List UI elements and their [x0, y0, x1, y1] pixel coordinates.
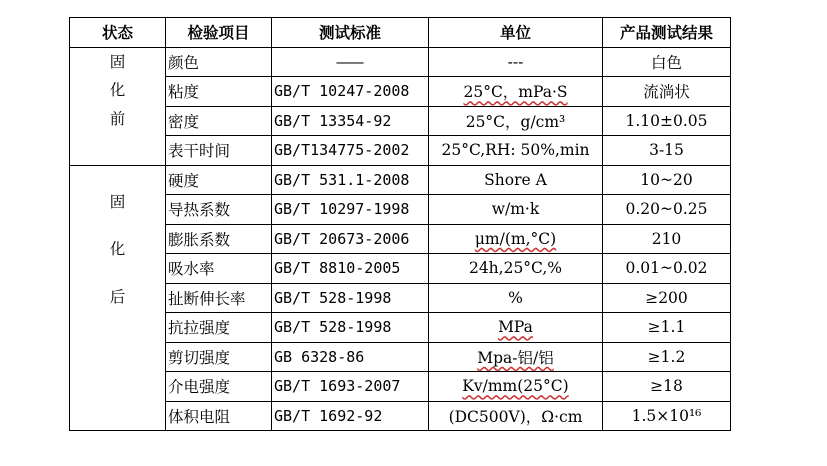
result-cell: 210: [603, 224, 731, 254]
result-cell: 1.10±0.05: [603, 106, 731, 136]
unit-cell: 25°C，g/cm³: [429, 106, 603, 136]
result-cell: 10~20: [603, 165, 731, 195]
item-cell: 体积电阻: [166, 401, 272, 431]
result-cell: 0.01~0.02: [603, 254, 731, 284]
unit-text: Mpa-铝/铝: [477, 348, 554, 367]
state-char: 化: [109, 81, 126, 99]
item-cell: 扯断伸长率: [166, 283, 272, 313]
result-cell: ≥18: [603, 372, 731, 402]
table-row: [70, 47, 731, 77]
unit-cell: 24h,25°C,%: [429, 254, 603, 284]
unit-cell: w/m·k: [429, 195, 603, 225]
item-cell: 剪切强度: [166, 342, 272, 372]
table-row: [70, 313, 731, 343]
state-after-curing: [70, 165, 166, 431]
standard-cell: GB/T 528-1998: [272, 313, 429, 343]
header-result: 产品测试结果: [603, 18, 731, 48]
result-cell: ≥1.2: [603, 342, 731, 372]
table-row: [70, 342, 731, 372]
item-cell: 密度: [166, 106, 272, 136]
unit-cell: ---: [429, 47, 603, 77]
result-cell: 白色: [603, 47, 731, 77]
item-cell: 颜色: [166, 47, 272, 77]
item-cell: 表干时间: [166, 136, 272, 166]
state-char: 化: [109, 240, 126, 258]
header-state: 状态: [70, 18, 166, 48]
table-row: [70, 224, 731, 254]
spec-table: [69, 17, 731, 431]
standard-cell: GB/T 1693-2007: [272, 372, 429, 402]
header-row: [70, 18, 731, 48]
unit-cell: [429, 224, 603, 254]
unit-cell: (DC500V)，Ω·cm: [429, 401, 603, 431]
unit-cell: [429, 372, 603, 402]
standard-cell: GB/T 528-1998: [272, 283, 429, 313]
unit-cell: [429, 77, 603, 107]
table-row: [70, 401, 731, 431]
result-cell: 1.5×10¹⁶: [603, 401, 731, 431]
standard-cell: GB/T 10247-2008: [272, 77, 429, 107]
unit-cell: 25°C,RH: 50%,min: [429, 136, 603, 166]
state-before-curing: [70, 47, 166, 165]
table-row: [70, 77, 731, 107]
standard-cell: GB/T 8810-2005: [272, 254, 429, 284]
unit-text: 25°C，mPa·S: [463, 83, 568, 102]
item-cell: 硬度: [166, 165, 272, 195]
standard-cell: GB/T 20673-2006: [272, 224, 429, 254]
table-row: [70, 165, 731, 195]
header-item: 检验项目: [166, 18, 272, 48]
unit-cell: [429, 342, 603, 372]
unit-text: Kv/mm(25°C): [462, 377, 569, 396]
table-row: [70, 106, 731, 136]
unit-cell: [429, 313, 603, 343]
result-cell: ≥1.1: [603, 313, 731, 343]
unit-text: MPa: [498, 318, 533, 337]
result-cell: ≥200: [603, 283, 731, 313]
item-cell: 介电强度: [166, 372, 272, 402]
table-row: [70, 254, 731, 284]
item-cell: 抗拉强度: [166, 313, 272, 343]
item-cell: 粘度: [166, 77, 272, 107]
state-char: 固: [109, 192, 126, 211]
table-row: [70, 195, 731, 225]
unit-cell: Shore A: [429, 165, 603, 195]
unit-text: μm/(m,°C): [474, 229, 557, 248]
result-cell: 3-15: [603, 136, 731, 166]
item-cell: 膨胀系数: [166, 224, 272, 254]
standard-cell: GB/T 1692-92: [272, 401, 429, 431]
table-row: [70, 372, 731, 402]
standard-cell: GB 6328-86: [272, 342, 429, 372]
unit-cell: %: [429, 283, 603, 313]
result-cell: 流淌状: [603, 77, 731, 107]
standard-cell: GB/T 10297-1998: [272, 195, 429, 225]
state-char: 后: [109, 287, 126, 306]
standard-cell: GB/T 13354-92: [272, 106, 429, 136]
item-cell: 吸水率: [166, 254, 272, 284]
header-standard: 测试标准: [272, 18, 429, 48]
item-cell: 导热系数: [166, 195, 272, 225]
table-row: [70, 283, 731, 313]
table-row: [70, 136, 731, 166]
header-unit: 单位: [429, 18, 603, 48]
standard-cell: ———: [272, 47, 429, 77]
result-cell: 0.20~0.25: [603, 195, 731, 225]
state-char: 前: [109, 109, 126, 128]
standard-cell: GB/T134775-2002: [272, 136, 429, 166]
standard-cell: GB/T 531.1-2008: [272, 165, 429, 195]
state-char: 固: [109, 52, 126, 71]
